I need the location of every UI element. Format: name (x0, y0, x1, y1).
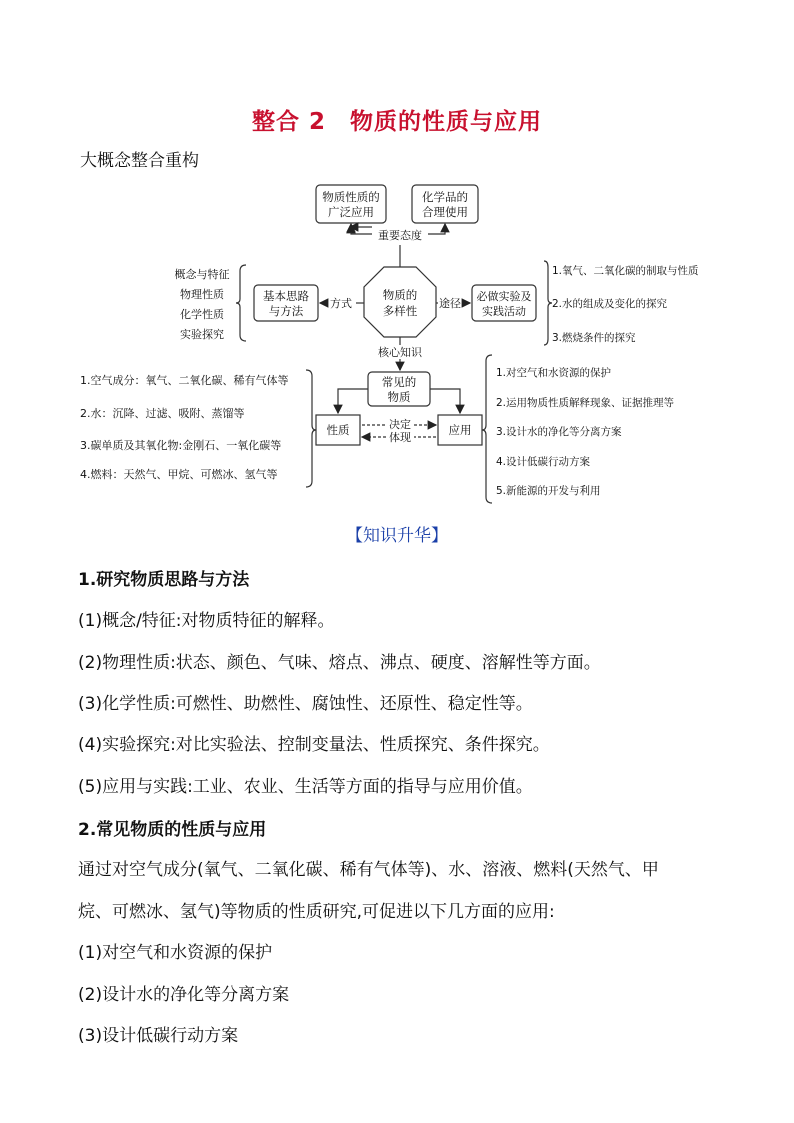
section1-item: (5)应用与实践:工业、农业、生活等方面的指导与应用价值。 (78, 777, 533, 797)
reflect-label: 体现 (389, 431, 411, 444)
right-box-line2: 实践活动 (482, 305, 526, 318)
section1-heading: 1.研究物质思路与方法 (78, 570, 250, 590)
top-right-box-line2: 合理使用 (422, 205, 468, 219)
decide-label: 决定 (389, 418, 411, 431)
page-title: 整合 2 物质的性质与应用 (251, 109, 542, 135)
section1-item: (4)实验探究:对比实验法、控制变量法、性质探究、条件探究。 (78, 735, 550, 755)
left-list-item: 概念与特征 (174, 268, 230, 281)
common-box-line2: 物质 (387, 390, 411, 404)
bottom-right-item: 3.设计水的净化等分离方案 (496, 426, 622, 438)
section1-item: (2)物理性质:状态、颜色、气味、熔点、沸点、硬度、溶解性等方面。 (78, 653, 601, 673)
top-right-box-line1: 化学品的 (422, 190, 468, 204)
section1-item: (1)概念/特征:对物质特征的解释。 (78, 611, 335, 631)
common-box-line1: 常见的 (381, 375, 417, 389)
left-box-line2: 与方法 (268, 304, 304, 318)
section1-item: (3)化学性质:可燃性、助燃性、腐蚀性、还原性、稳定性等。 (78, 694, 533, 714)
property-label: 性质 (326, 423, 350, 437)
left-list-item: 化学性质 (180, 308, 224, 321)
right-list-item: 3.燃烧条件的探究 (552, 332, 636, 344)
core-label: 核心知识 (378, 346, 422, 359)
right-list-item: 1.氧气、二氧化碳的制取与性质 (552, 265, 699, 277)
bottom-left-item: 2.水：沉降、过滤、吸附、蒸馏等 (80, 407, 245, 420)
left-list-item: 实验探究 (180, 328, 224, 341)
section2-intro-line2: 烷、可燃冰、氢气)等物质的性质研究,可促进以下几方面的应用: (78, 902, 555, 922)
right-box-line1: 必做实验及 (476, 290, 532, 303)
section-label: 【知识升华】 (346, 526, 448, 546)
center-line2: 多样性 (382, 304, 418, 318)
right-link-label: 途径 (439, 297, 461, 310)
center-line1: 物质的 (382, 288, 418, 302)
right-list-item: 2.水的组成及变化的探究 (552, 298, 668, 310)
concept-map (0, 175, 794, 515)
bottom-left-item: 1.空气成分：氧气、二氧化碳、稀有气体等 (80, 374, 289, 387)
section2-item: (2)设计水的净化等分离方案 (78, 985, 290, 1005)
section2-heading: 2.常见物质的性质与应用 (78, 820, 267, 840)
top-left-box-line1: 物质性质的 (322, 190, 380, 204)
application-label: 应用 (448, 423, 472, 437)
left-box-line1: 基本思路 (263, 289, 309, 303)
bottom-right-item: 4.设计低碳行动方案 (496, 456, 591, 468)
bottom-right-item: 2.运用物质性质解释现象、证据推理等 (496, 397, 675, 409)
bottom-right-item: 5.新能源的开发与利用 (496, 485, 601, 497)
section2-item: (3)设计低碳行动方案 (78, 1026, 239, 1046)
center-octagon (364, 267, 436, 337)
subheading: 大概念整合重构 (80, 151, 199, 171)
bottom-left-item: 3.碳单质及其氧化物:金刚石、一氧化碳等 (80, 439, 282, 452)
attitude-label-visible: 重要态度 (378, 229, 422, 242)
bottom-left-item: 4.燃料：天然气、甲烷、可燃冰、氢气等 (80, 468, 278, 481)
section2-item: (1)对空气和水资源的保护 (78, 943, 273, 963)
left-list-item: 物理性质 (180, 288, 224, 301)
left-link-label: 方式 (330, 297, 352, 310)
bottom-right-item: 1.对空气和水资源的保护 (496, 367, 612, 379)
top-left-box-line2: 广泛应用 (328, 205, 374, 219)
section2-intro-line1: 通过对空气成分(氧气、二氧化碳、稀有气体等)、水、溶液、燃料(天然气、甲 (78, 860, 659, 880)
